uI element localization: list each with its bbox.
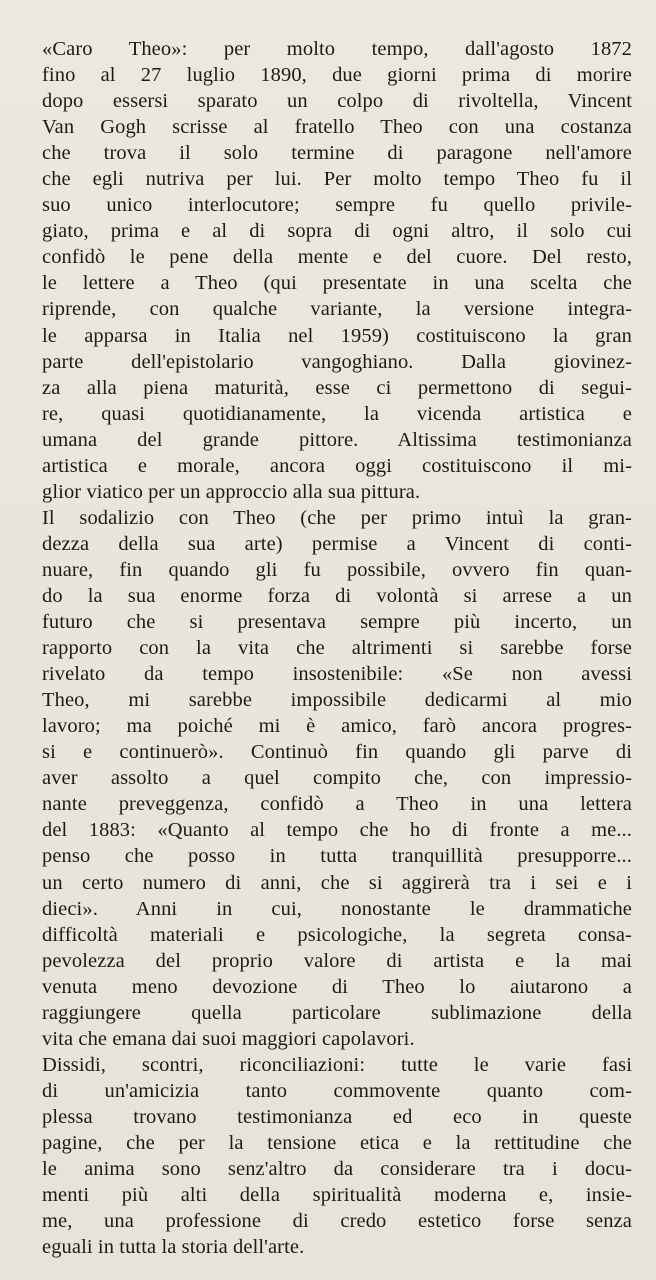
text-line: riprende, con qualche variante, la versione integra- [42, 298, 632, 321]
text-line: artistica e morale, ancora oggi costituiscono il mi- [42, 454, 632, 477]
text-line: rapporto con la vita che altrimenti si sarebbe forse [42, 637, 632, 660]
text-line: le anima sono senz'altro da considerare tra i docu- [42, 1158, 632, 1181]
text-line: pevolezza del proprio valore di artista e la mai [42, 949, 632, 972]
text-line: confidò le pene della mente e del cuore. Del resto, [42, 246, 632, 269]
text-line: me, una professione di credo estetico forse senza [42, 1210, 632, 1233]
paragraph-1 [42, 36, 632, 505]
text-line: si e continuerò». Continuò fin quando gli parve di [42, 741, 632, 764]
text-line: za alla piena maturità, esse ci permettono di segui- [42, 376, 632, 399]
text-line: Van Gogh scrisse al fratello Theo con una costanza [42, 116, 632, 139]
text-line: difficoltà materiali e psicologiche, la segreta consa- [42, 923, 632, 946]
text-line: penso che posso in tutta tranquillità presupporre... [42, 845, 632, 868]
text-line: eguali in tutta la storia dell'arte. [42, 1236, 305, 1259]
paragraph-2 [42, 505, 632, 1052]
text-line: di un'amicizia tanto commovente quanto com- [42, 1079, 632, 1102]
text-line: vita che emana dai suoi maggiori capolavori. [42, 1027, 415, 1050]
text-line: glior viatico per un approccio alla sua pittura. [42, 480, 421, 503]
text-line: che egli nutriva per lui. Per molto tempo Theo fu il [42, 168, 632, 191]
text-line: raggiungere quella particolare sublimazione della [42, 1001, 632, 1024]
text-line: do la sua enorme forza di volontà si arrese a un [42, 584, 632, 607]
text-line: dezza della sua arte) permise a Vincent di conti- [42, 532, 632, 555]
text-line: le lettere a Theo (qui presentate in una scelta che [42, 272, 632, 295]
paragraph-3 [42, 1052, 632, 1260]
text-line: suo unico interlocutore; sempre fu quello privile- [42, 194, 632, 217]
text-line: rivelato da tempo insostenibile: «Se non avessi [42, 663, 632, 686]
text-line: giato, prima e al di sopra di ogni altro, il solo cui [42, 220, 632, 243]
text-line: re, quasi quotidianamente, la vicenda artistica e [42, 402, 632, 425]
text-line: pagine, che per la tensione etica e la rettitudine che [42, 1131, 632, 1154]
text-line: «Caro Theo»: per molto tempo, dall'agosto 1872 [42, 38, 632, 60]
text-line: Theo, mi sarebbe impossibile dedicarmi al mio [42, 689, 632, 712]
text-line: un certo numero di anni, che si aggirerà tra i sei e i [42, 871, 632, 894]
text-line: plessa trovano testimonianza ed eco in queste [42, 1105, 632, 1128]
text-line: nuare, fin quando gli fu possibile, ovvero fin quan- [42, 558, 632, 581]
text-line: venuta meno devozione di Theo lo aiutarono a [42, 975, 632, 998]
text-line: dopo essersi sparato un colpo di rivoltella, Vincent [42, 90, 632, 113]
text-line: Il sodalizio con Theo (che per primo intuì la gran- [42, 506, 632, 529]
text-line: le apparsa in Italia nel 1959) costituiscono la gran [42, 324, 632, 347]
text-line: futuro che si presentava sempre più incerto, un [42, 611, 632, 634]
text-line: menti più alti della spiritualità moderna e, insie- [42, 1184, 632, 1207]
text-line: lavoro; ma poiché mi è amico, farò ancora progres- [42, 715, 632, 738]
text-line: dieci». Anni in cui, nonostante le drammatiche [42, 897, 632, 920]
text-line: che trova il solo termine di paragone nell'amore [42, 142, 632, 165]
text-line: parte dell'epistolario vangoghiano. Dalla giovinez- [42, 350, 632, 373]
text-line: del 1883: «Quanto al tempo che ho di fronte a me... [42, 819, 632, 842]
text-line: Dissidi, scontri, riconciliazioni: tutte le varie fasi [42, 1053, 632, 1076]
text-line: nante preveggenza, confidò a Theo in una lettera [42, 793, 632, 816]
text-line: fino al 27 luglio 1890, due giorni prima di morire [42, 64, 632, 87]
text-block [42, 36, 632, 1260]
text-line: umana del grande pittore. Altissima testimonianza [42, 428, 632, 451]
text-line: aver assolto a quel compito che, con impressio- [42, 767, 632, 790]
